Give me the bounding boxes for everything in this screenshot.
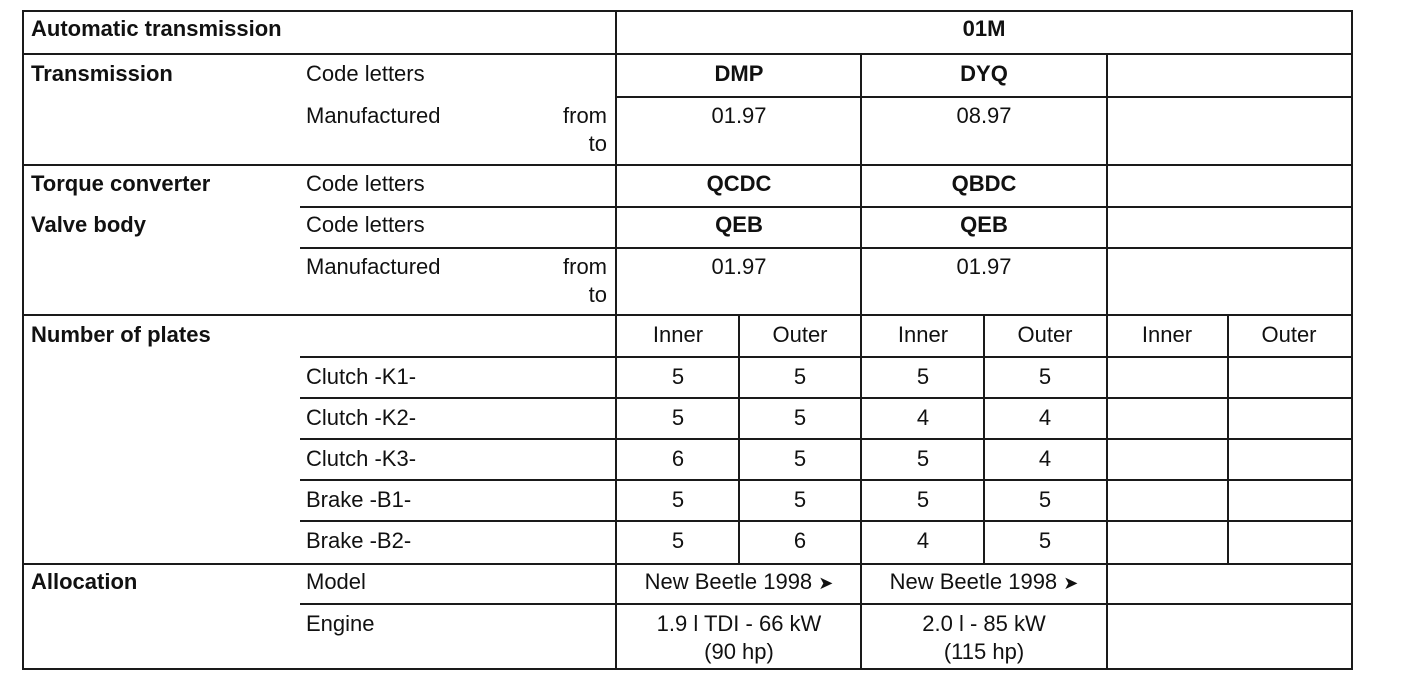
transmission-family-code: 01M xyxy=(962,16,1006,41)
section-transmission: Transmission xyxy=(31,61,173,86)
plates-header-outer-3: Outer xyxy=(1261,322,1317,347)
grid-line-horizontal xyxy=(300,520,1353,522)
plate-count-cell: 5 xyxy=(793,446,807,471)
plate-row-label: Clutch -K2- xyxy=(306,405,417,430)
transmission-manufactured-label: Manufactured xyxy=(306,103,441,128)
grid-line-horizontal xyxy=(300,356,1353,358)
plate-count-cell: 5 xyxy=(671,405,685,430)
grid-line-vertical xyxy=(1227,314,1229,565)
plate-row-label: Brake -B2- xyxy=(306,528,412,553)
valve-body-from-label: from xyxy=(563,254,607,279)
plate-count-cell: 5 xyxy=(1038,364,1052,389)
transmission-from-label: from xyxy=(563,103,607,128)
valve-body-code-col2: QEB xyxy=(960,212,1008,237)
plate-row-label: Clutch -K1- xyxy=(306,364,417,389)
section-torque-converter: Torque converter xyxy=(31,171,211,196)
valve-body-from-col1: 01.97 xyxy=(711,254,767,279)
grid-line-vertical xyxy=(1106,53,1108,316)
grid-line-horizontal xyxy=(22,164,1353,166)
section-allocation: Allocation xyxy=(31,569,138,594)
arrow-right-icon: ➤ xyxy=(818,573,834,593)
plate-count-cell: 5 xyxy=(671,364,685,389)
plates-header-inner-2: Inner xyxy=(897,322,949,347)
torque-converter-code-col1: QCDC xyxy=(706,171,772,196)
table-title: Automatic transmission xyxy=(31,16,282,41)
grid-line-vertical xyxy=(22,10,24,670)
allocation-model-col2 xyxy=(862,568,1106,597)
grid-line-vertical xyxy=(1106,563,1108,670)
valve-body-code-col1: QEB xyxy=(715,212,763,237)
valve-body-to-label: to xyxy=(588,282,607,307)
plates-header-outer-2: Outer xyxy=(1017,322,1073,347)
plates-header-inner-3: Inner xyxy=(1141,322,1193,347)
grid-line-horizontal xyxy=(300,397,1353,399)
transmission-code-letters-label: Code letters xyxy=(306,61,425,86)
grid-line-horizontal xyxy=(300,247,1353,249)
plate-count-cell: 4 xyxy=(1038,405,1052,430)
plate-count-cell: 5 xyxy=(1038,487,1052,512)
torque-converter-code-col2: QBDC xyxy=(951,171,1017,196)
plate-row-label: Brake -B1- xyxy=(306,487,412,512)
grid-line-horizontal xyxy=(300,206,1353,208)
transmission-to-label: to xyxy=(588,131,607,156)
allocation-engine-col2-line2: (115 hp) xyxy=(943,639,1025,664)
plate-count-cell: 5 xyxy=(671,487,685,512)
plates-header-outer-1: Outer xyxy=(772,322,828,347)
plate-count-cell: 5 xyxy=(671,528,685,553)
allocation-engine-col2-line1: 2.0 l - 85 kW xyxy=(922,611,1046,636)
grid-line-horizontal xyxy=(300,603,1353,605)
grid-line-horizontal xyxy=(300,479,1353,481)
arrow-right-icon: ➤ xyxy=(1063,573,1079,593)
plate-count-cell: 5 xyxy=(916,446,930,471)
plate-count-cell: 5 xyxy=(793,405,807,430)
plates-header-inner-1: Inner xyxy=(652,322,704,347)
allocation-model-col1 xyxy=(617,568,861,597)
allocation-engine-col1-line2: (90 hp) xyxy=(704,639,774,664)
allocation-engine-col1-line1: 1.9 l TDI - 66 kW xyxy=(656,611,822,636)
grid-line-horizontal xyxy=(617,96,1353,98)
model-name: New Beetle 1998 xyxy=(889,569,1058,594)
grid-line-vertical xyxy=(1351,10,1353,670)
grid-line-horizontal xyxy=(22,10,1353,12)
model-name: New Beetle 1998 xyxy=(644,569,813,594)
plate-count-cell: 4 xyxy=(1038,446,1052,471)
valve-body-from-col2: 01.97 xyxy=(956,254,1012,279)
grid-line-horizontal xyxy=(300,438,1353,440)
transmission-code-col2: DYQ xyxy=(960,61,1008,86)
allocation-model-label: Model xyxy=(306,569,366,594)
plate-count-cell: 6 xyxy=(793,528,807,553)
transmission-from-col1: 01.97 xyxy=(711,103,767,128)
grid-line-vertical xyxy=(1106,314,1108,565)
section-valve-body: Valve body xyxy=(31,212,146,237)
grid-line-horizontal xyxy=(22,563,1353,565)
torque-converter-code-letters-label: Code letters xyxy=(306,171,425,196)
valve-body-manufactured-label: Manufactured xyxy=(306,254,441,279)
section-number-of-plates: Number of plates xyxy=(31,322,211,347)
plate-count-cell: 5 xyxy=(916,487,930,512)
transmission-from-col2: 08.97 xyxy=(956,103,1012,128)
grid-line-horizontal xyxy=(22,668,1353,670)
plate-count-cell: 5 xyxy=(916,364,930,389)
plate-count-cell: 4 xyxy=(916,405,930,430)
plate-count-cell: 5 xyxy=(793,364,807,389)
grid-line-horizontal xyxy=(22,53,1353,55)
grid-line-horizontal xyxy=(22,314,1353,316)
plate-count-cell: 5 xyxy=(793,487,807,512)
valve-body-code-letters-label: Code letters xyxy=(306,212,425,237)
plate-count-cell: 6 xyxy=(671,446,685,471)
transmission-code-col1: DMP xyxy=(714,61,764,86)
plate-count-cell: 5 xyxy=(1038,528,1052,553)
plate-count-cell: 4 xyxy=(916,528,930,553)
plate-row-label: Clutch -K3- xyxy=(306,446,417,471)
allocation-engine-label: Engine xyxy=(306,611,375,636)
